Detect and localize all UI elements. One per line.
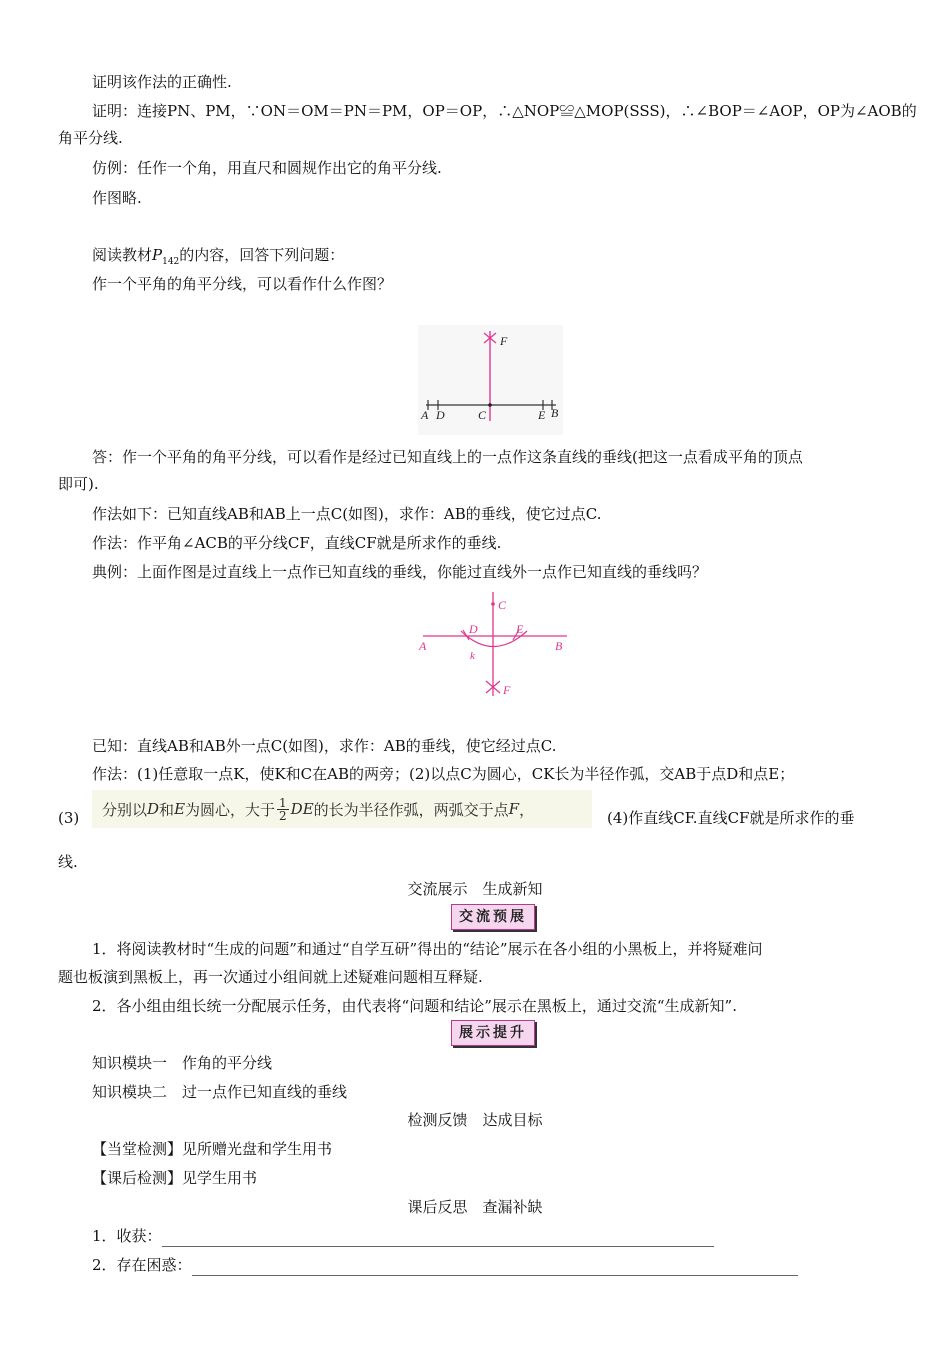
text-line: 知识模块一 作角的平分线	[92, 1054, 273, 1072]
text-line: 题也板演到黑板上，再一次通过小组间就上述疑难问题相互释疑.	[58, 968, 483, 986]
text-line: 角平分线.	[58, 129, 123, 147]
text-fragment: D	[147, 800, 160, 818]
gains-blank-line	[162, 1232, 714, 1247]
label-f: F	[503, 683, 511, 697]
fraction	[277, 797, 289, 822]
text-fragment: (3)	[58, 809, 80, 827]
reflection-line	[92, 1225, 932, 1247]
label-d: D	[436, 408, 445, 422]
label-f: F	[500, 334, 508, 348]
gains-label: 1．收获：	[92, 1227, 162, 1245]
text-line: 知识模块二 过一点作已知直线的垂线	[92, 1083, 348, 1101]
text-line: 作图略.	[92, 189, 142, 207]
label-d: D	[469, 622, 478, 636]
text-line: 【课后检测】见学生用书	[92, 1169, 258, 1187]
text-fragment: 分别以	[102, 800, 148, 819]
label-b: B	[555, 639, 563, 653]
text-line: 典例：上面作图是过直线上一点作已知直线的垂线，你能过直线外一点作已知直线的垂线吗？	[92, 563, 708, 581]
reflection-line	[92, 1254, 932, 1276]
label-a: A	[419, 639, 427, 653]
text-fragment: 为圆心，大于	[185, 800, 276, 819]
page-ref-number: 142	[162, 257, 180, 267]
text-line: 证明：连接PN、PM，∵ON＝OM＝PN＝PM，OP＝OP，∴△NOP≌△MOP(SSS)，∴∠BOP＝∠AOP，OP为∠AOB的	[92, 102, 917, 120]
text-fragment: 和	[159, 800, 175, 819]
label-c: C	[478, 408, 487, 422]
section-badge: 交流预展	[451, 904, 535, 930]
highlighted-step	[92, 790, 592, 828]
label-e: E	[516, 622, 524, 636]
text-line: 作一个平角的角平分线，可以看作什么作图？	[92, 275, 393, 293]
text-line: 作法：(1)任意取一点K，使K和C在AB的两旁；(2)以点C为圆心，CK长为半径作弧，交AB于点D和点E；	[92, 765, 795, 783]
fraction-numerator: 1	[279, 795, 287, 810]
text-line: 线.	[58, 853, 78, 871]
section-heading: 检测反馈 达成目标	[407, 1111, 543, 1129]
label-c: C	[498, 598, 507, 612]
text-fragment: E	[174, 800, 186, 818]
text-line: 作法如下：已知直线AB和AB上一点C(如图)，求作：AB的垂线，使它过点C.	[92, 505, 602, 523]
text-line: 仿例：任作一个角，用直尺和圆规作出它的角平分线.	[92, 159, 442, 177]
text-fragment: 的内容，回答下列问题：	[179, 246, 345, 264]
confusion-label: 2．存在困惑：	[92, 1256, 192, 1274]
section-heading: 交流展示 生成新知	[407, 880, 543, 898]
text-fragment: ，	[519, 800, 535, 819]
label-b: B	[551, 406, 559, 420]
fraction-denominator: 2	[279, 808, 287, 823]
label-a: A	[421, 408, 429, 422]
text-line: 【当堂检测】见所赠光盘和学生用书	[92, 1140, 333, 1158]
section-heading: 课后反思 查漏补缺	[407, 1198, 543, 1216]
text-fragment: DE	[290, 800, 314, 818]
confusion-blank-line	[192, 1261, 798, 1276]
text-line	[92, 244, 932, 273]
text-fragment: F	[508, 800, 520, 818]
text-line: 作法：作平角∠ACB的平分线CF，直线CF就是所求作的垂线.	[92, 534, 502, 552]
text-fragment: 阅读教材	[92, 246, 153, 264]
text-line: 答：作一个平角的角平分线，可以看作是经过已知直线上的一点作这条直线的垂线(把这一点看成平角的顶点	[92, 448, 803, 466]
page-ref: P	[152, 246, 163, 264]
text-fragment: 的长为半径作弧，两弧交于点	[313, 800, 509, 819]
figure-perpendicular-from-external-point	[415, 588, 575, 706]
text-line: 已知：直线AB和AB外一点C(如图)，求作：AB的垂线，使它经过点C.	[92, 737, 557, 755]
text-fragment: (4)作直线CF.直线CF就是所求作的垂	[607, 809, 855, 827]
text-line: 即可).	[58, 475, 99, 493]
label-e: E	[538, 408, 546, 422]
text-line: 证明该作法的正确性.	[92, 73, 232, 91]
section-badge: 展示提升	[451, 1020, 535, 1046]
label-k: k	[470, 650, 475, 662]
text-line: 1．将阅读教材时“生成的问题”和通过“自学互研”得出的“结论”展示在各小组的小黑板上，并将疑难问	[92, 940, 763, 958]
figure-perpendicular-through-point	[418, 325, 563, 435]
text-line: 2．各小组由组长统一分配展示任务，由代表将“问题和结论”展示在黑板上，通过交流“生成新知”.	[92, 997, 737, 1015]
